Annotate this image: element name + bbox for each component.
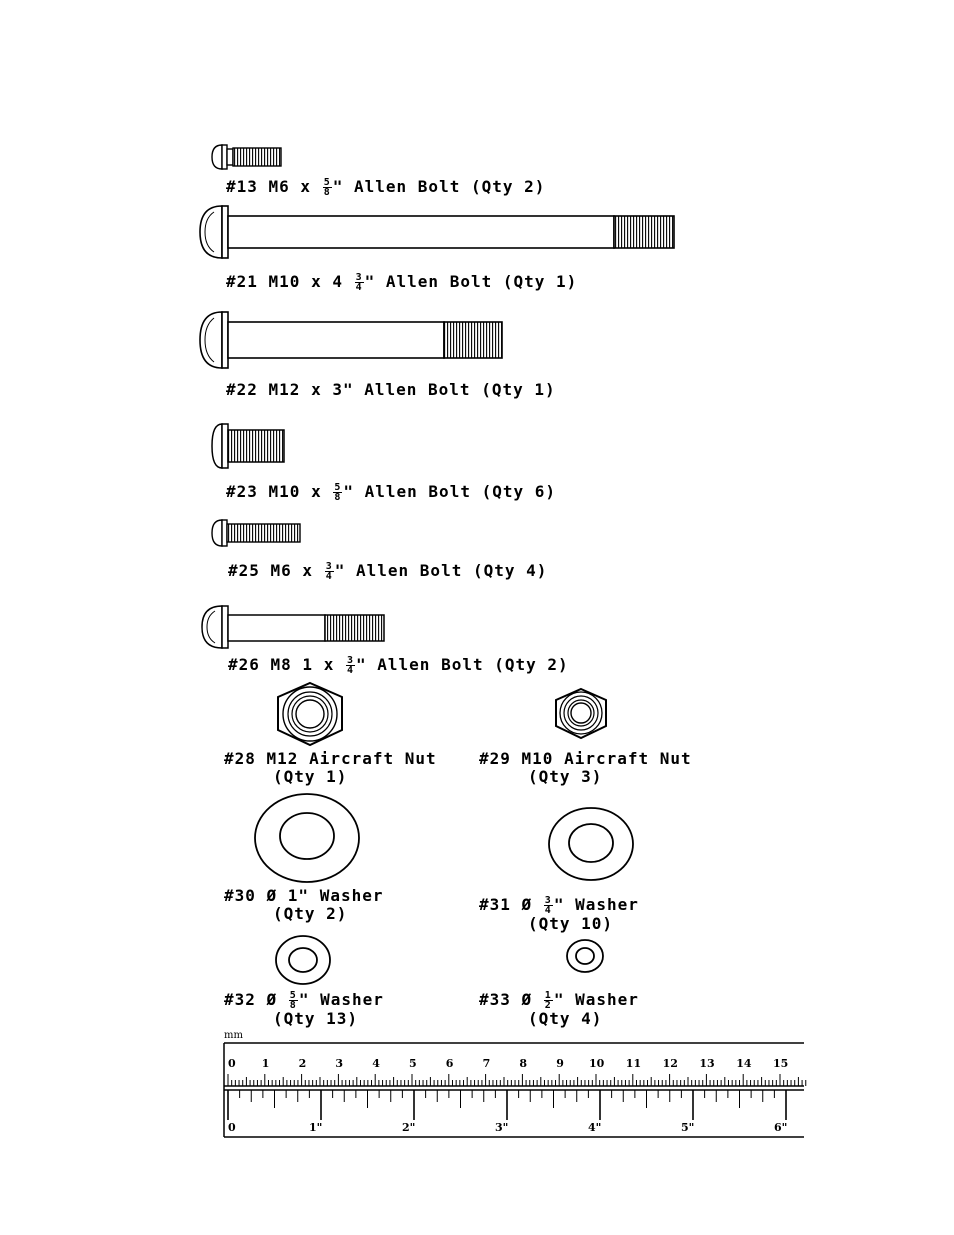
washer-32-icon [276, 936, 330, 984]
label-part-13: #13 M6 x $\frac{5}{8}$ " Allen Bolt (Qty 2) [226, 177, 546, 198]
ruler-cm-label: 14 [736, 1057, 752, 1070]
label-part-32: #32 Ø $\frac{5}{8}$ " Washer (Qty 13) [224, 990, 384, 1028]
ruler-cm-label: 2 [298, 1057, 307, 1070]
label-part-22: #22 M12 x 3" Allen Bolt (Qty 1) [226, 380, 556, 399]
ruler-inch-label: 4" [588, 1121, 602, 1134]
ruler-cm-label: 1 [261, 1057, 270, 1070]
ruler-cm-label: 0 [228, 1057, 236, 1070]
ruler-cm-label: 11 [625, 1057, 642, 1070]
label-part-28: #28 M12 Aircraft Nut (Qty 1) [224, 749, 437, 786]
ruler-cm-label: 3 [335, 1057, 344, 1070]
ruler-inch-label: 0 [228, 1121, 236, 1134]
bolt-22-icon [200, 312, 502, 368]
bolt-21-icon [200, 206, 674, 258]
nut-28-icon [278, 683, 342, 745]
label-part-26: #26 M8 1 x $\frac{3}{4}$ " Allen Bolt (Qty 2) [228, 655, 569, 676]
label-part-25: #25 M6 x $\frac{3}{4}$ " Allen Bolt (Qty 4) [228, 561, 548, 582]
ruler-inch-label: 6" [774, 1121, 788, 1134]
label-part-30: #30 Ø 1" Washer (Qty 2) [224, 886, 384, 923]
ruler-cm-label: 8 [519, 1057, 528, 1070]
ruler-cm-label: 7 [482, 1057, 491, 1070]
ruler-inch-label: 2" [402, 1121, 416, 1134]
washer-31-icon [549, 808, 633, 880]
label-part-31: #31 Ø $\frac{3}{4}$ " Washer (Qty 10) [479, 895, 639, 933]
ruler-inch-label: 1" [309, 1121, 323, 1134]
ruler-inch-label: 5" [681, 1121, 695, 1134]
nut-29-icon [556, 689, 606, 738]
bolt-25-icon [212, 520, 300, 546]
bolt-13-icon [212, 145, 281, 169]
ruler-cm-label: 4 [372, 1057, 380, 1070]
washer-33-icon [567, 940, 603, 972]
ruler-cm-label: 5 [409, 1057, 417, 1070]
ruler-mm-label: mm [224, 1030, 243, 1041]
ruler-cm-label: 12 [662, 1057, 678, 1070]
ruler-cm-label: 9 [556, 1057, 564, 1070]
label-part-29: #29 M10 Aircraft Nut (Qty 3) [479, 749, 692, 786]
ruler-cm-label: 10 [589, 1057, 605, 1070]
ruler-inch-label: 3" [495, 1121, 509, 1134]
ruler-cm-label: 13 [699, 1057, 715, 1070]
bolt-23-icon [212, 424, 284, 468]
label-part-33: #33 Ø $\frac{1}{2}$ " Washer (Qty 4) [479, 990, 639, 1028]
ruler-cm-label: 6 [445, 1057, 454, 1070]
ruler-cm-label: 15 [773, 1057, 789, 1070]
label-part-21: #21 M10 x 4 $\frac{3}{4}$ " Allen Bolt (Qty 1) [226, 272, 578, 293]
washer-30-icon [255, 794, 359, 882]
label-part-23: #23 M10 x $\frac{5}{8}$ " Allen Bolt (Qty 6) [226, 482, 557, 503]
bolt-26-icon [202, 606, 384, 648]
